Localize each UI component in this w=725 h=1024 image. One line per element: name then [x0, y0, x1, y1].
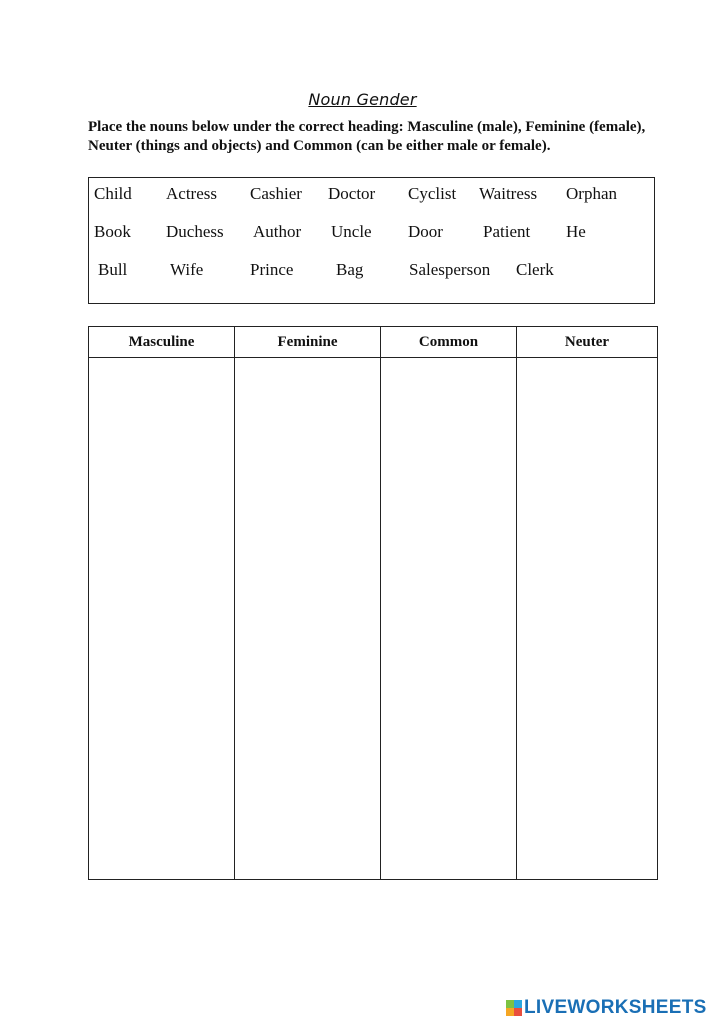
word-bank-item: Bag [336, 260, 364, 279]
worksheet-title: Noun Gender [308, 90, 417, 109]
word-bank [88, 177, 655, 304]
answer-cell-common[interactable] [381, 358, 517, 880]
word-bank-item: Patient [483, 222, 531, 241]
word-bank-item: Book [94, 222, 131, 241]
word-bank-item: Author [253, 222, 302, 241]
column-header-neuter: Neuter [517, 327, 658, 358]
answer-cell-neuter[interactable] [517, 358, 658, 880]
word-bank-item: Cashier [250, 184, 302, 203]
word-bank-item: Wife [170, 260, 204, 279]
sorting-table [88, 326, 658, 880]
word-bank-item: Prince [250, 260, 294, 279]
column-header-feminine: Feminine [235, 327, 381, 358]
word-bank-item: Actress [166, 184, 217, 203]
word-bank-item: Clerk [516, 260, 554, 279]
brand-name: LIVEWORKSHEETS [524, 997, 707, 1018]
word-bank-item: Doctor [328, 184, 376, 203]
column-header-common: Common [381, 327, 517, 358]
word-bank-item: He [566, 222, 586, 241]
word-bank-item: Duchess [166, 222, 224, 241]
instructions-text: Place the nouns below under the correct heading: Masculine (male), Feminine (female), Neuter (things and objects) and Common (can be either male or female). [88, 119, 646, 154]
liveworksheets-logo-icon [506, 1000, 522, 1016]
word-bank-item: Uncle [331, 222, 372, 241]
answer-cell-masculine[interactable] [89, 358, 235, 880]
column-header-masculine: Masculine [89, 327, 235, 358]
word-bank-item: Child [94, 184, 132, 203]
word-bank-item: Bull [98, 260, 128, 279]
liveworksheets-logo [506, 997, 707, 1019]
word-bank-item: Cyclist [408, 184, 457, 203]
answer-cell-feminine[interactable] [235, 358, 381, 880]
word-bank-item: Door [408, 222, 443, 241]
word-bank-item: Waitress [479, 184, 538, 203]
word-bank-item: Orphan [566, 184, 617, 203]
word-bank-item: Salesperson [409, 260, 491, 279]
